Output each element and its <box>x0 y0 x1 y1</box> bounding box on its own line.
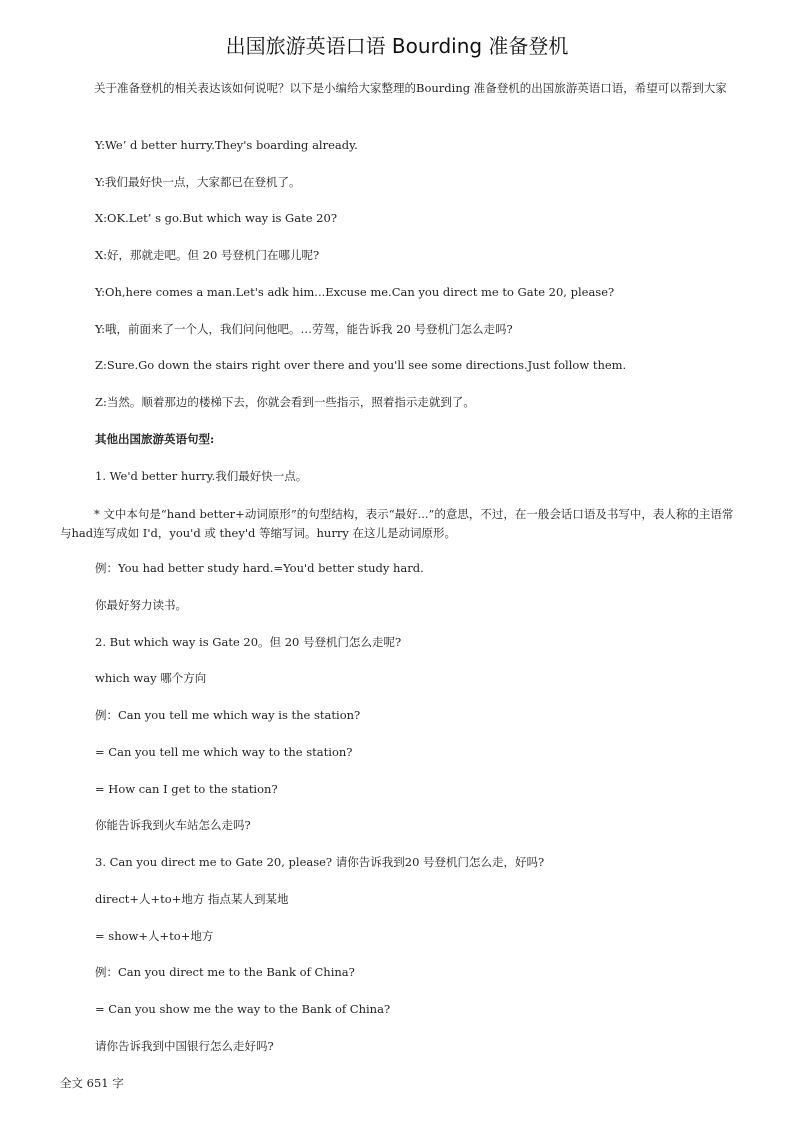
example-line: 请你告诉我到中国银行怎么走好吗? <box>95 1039 274 1053</box>
point-1: 1. We'd better hurry.我们最好快一点。 <box>95 469 308 483</box>
example-line: 例：Can you direct me to the Bank of China? <box>95 965 355 979</box>
example-line: 你最好努力读书。 <box>95 598 187 612</box>
dialogue-line: X:OK.Let’ s go.But which way is Gate 20? <box>95 211 337 225</box>
phrase-line: which way 哪个方向 <box>95 671 207 685</box>
document-title: 出国旅游英语口语 Bourding 准备登机 <box>225 34 569 58</box>
intro-paragraph: 关于准备登机的相关表达该如何说呢？以下是小编给大家整理的Bourding 准备登机的出国旅游英语口语，希望可以帮到大家 <box>94 81 727 95</box>
dialogue-line: Y:哦，前面来了一个人，我们问问他吧。…劳驾，能告诉我 20 号登机门怎么走吗? <box>95 322 513 336</box>
word-count: 全文 651 字 <box>60 1076 124 1090</box>
dialogue-line: Y:我们最好快一点，大家都已在登机了。 <box>95 175 301 189</box>
dialogue-line: Y:Oh,here comes a man.Let's adk him...Excuse me.Can you direct me to Gate 20, please? <box>95 285 615 299</box>
example-line: 你能告诉我到火车站怎么走吗? <box>95 818 251 832</box>
example-line: = How can I get to the station? <box>95 782 278 796</box>
example-line: 例：Can you tell me which way is the station? <box>95 708 361 722</box>
point-2: 2. But which way is Gate 20。但 20 号登机门怎么走呢? <box>95 635 402 649</box>
section-heading: 其他出国旅游英语句型: <box>95 432 215 446</box>
phrase-line: direct+人+to+地方 指点某人到某地 <box>95 892 289 906</box>
dialogue-line: Y:We’ d better hurry.They's boarding already. <box>95 138 358 152</box>
dialogue-line: Z:Sure.Go down the stairs right over there and you'll see some directions.Just follow them. <box>95 358 627 372</box>
phrase-line: = show+人+to+地方 <box>95 929 214 943</box>
dialogue-line: Z:当然。顺着那边的楼梯下去，你就会看到一些指示，照着指示走就到了。 <box>95 395 475 409</box>
dialogue-line: X:好，那就走吧。但 20 号登机门在哪儿呢? <box>95 248 320 262</box>
example-line: 例：You had better study hard.=You'd better study hard. <box>95 561 424 575</box>
grammar-note: * 文中本句是“hand better+动词原形”的句型结构，表示“最好...”的意思，不过，在一般会话口语及书写中，表人称的主语常与had连写成如 I'd，you'd 或 they'd 等缩写词。hurry 在这儿是动词原形。 <box>60 507 734 540</box>
point-3: 3. Can you direct me to Gate 20, please? 请你告诉我到20 号登机门怎么走，好吗? <box>95 855 545 869</box>
example-line: = Can you tell me which way to the station? <box>95 745 353 759</box>
example-line: = Can you show me the way to the Bank of China? <box>95 1002 391 1016</box>
